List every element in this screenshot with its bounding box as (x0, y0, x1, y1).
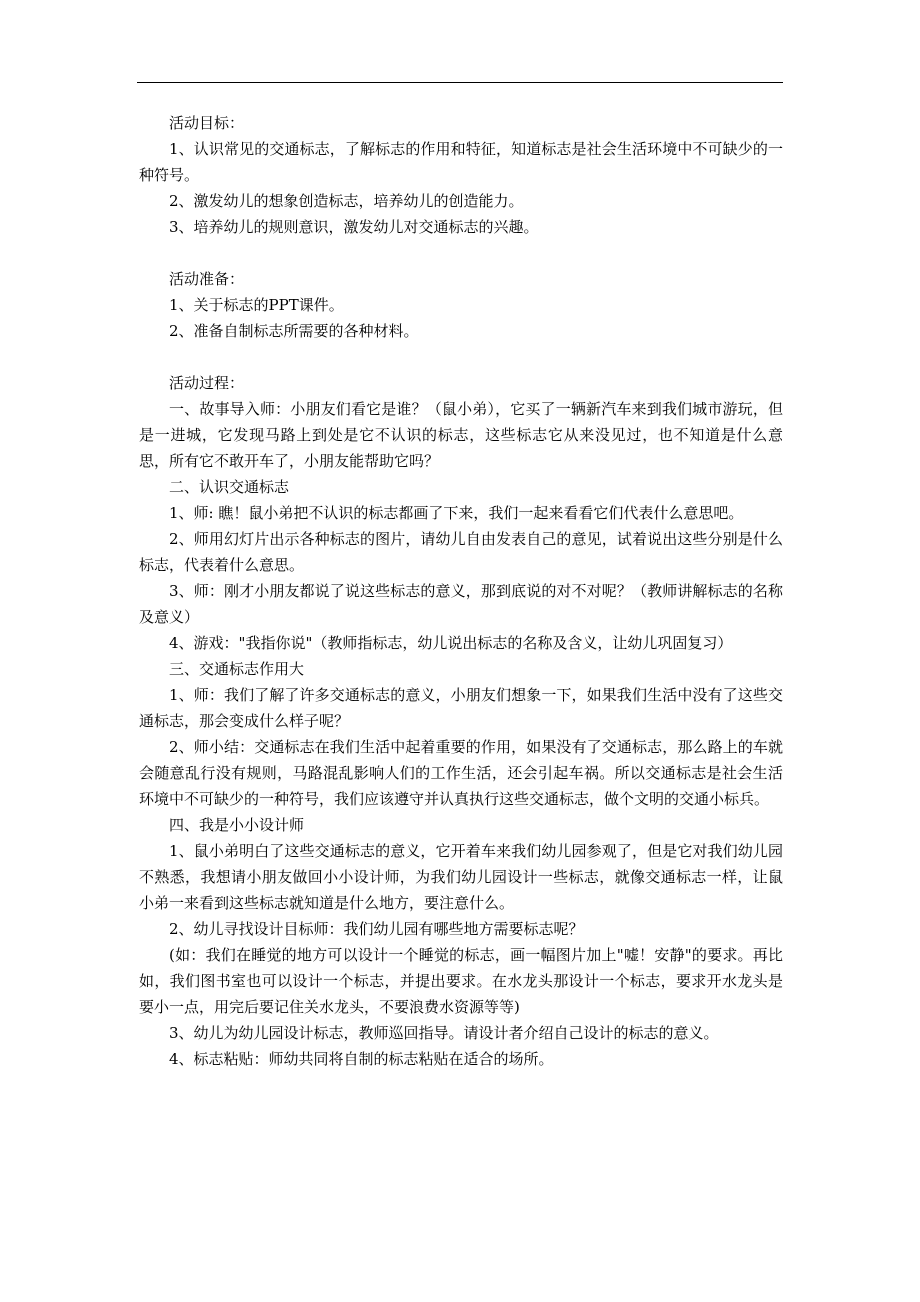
process-subheading: 三、交通标志作用大 (169, 660, 305, 678)
process-paragraph: (如：我们在睡觉的地方可以设计一个睡觉的标志，画一幅图片加上"嘘！安静"的要求。再比如，我们图书室也可以设计一个标志，并提出要求。在水龙头那设计一个标志，要求开水龙头是要小一点，用完后要记住关水龙头，不要浪费水资源等等) (139, 946, 783, 1016)
preparation-item: 2、准备自制标志所需要的各种材料。 (169, 322, 419, 340)
process-subheading: 二、认识交通标志 (169, 478, 290, 496)
section-gap (139, 240, 783, 266)
process-paragraph: 4、游戏："我指你说"（教师指标志，幼儿说出标志的名称及含义，让幼儿巩固复习） (169, 634, 733, 652)
process-paragraph: 2、师用幻灯片出示各种标志的图片，请幼儿自由发表自己的意见，试着说出这些分别是什么标志，代表着什么意思。 (139, 530, 783, 574)
process-paragraph: 1、师: 瞧！鼠小弟把不认识的标志都画了下来，我们一起来看看它们代表什么意思吧。 (169, 504, 744, 522)
process-paragraph: 1、鼠小弟明白了这些交通标志的意义，它开着车来我们幼儿园参观了，但是它对我们幼儿园不熟悉，我想请小朋友做回小小设计师，为我们幼儿园设计一些标志，就像交通标志一样，让鼠小弟一来看到这些标志就知道是什么地方，要注意什么。 (139, 842, 783, 912)
process-subheading: 四、我是小小设计师 (169, 816, 305, 834)
goals-heading: 活动目标： (169, 114, 245, 132)
section-gap (139, 344, 783, 370)
goals-item: 2、激发幼儿的想象创造标志，培养幼儿的创造能力。 (169, 192, 524, 210)
header-rule (137, 82, 783, 83)
process-paragraph: 3、师：刚才小朋友都说了说这些标志的意义，那到底说的对不对呢？（教师讲解标志的名称及意义） (139, 582, 783, 626)
preparation-item: 1、关于标志的PPT课件。 (169, 296, 344, 314)
process-paragraph: 2、师小结：交通标志在我们生活中起着重要的作用，如果没有了交通标志，那么路上的车就会随意乱行没有规则，马路混乱影响人们的工作生活，还会引起车祸。所以交通标志是社会生活环境中不可缺少的一种符号，我们应该遵守并认真执行这些交通标志，做个文明的交通小标兵。 (139, 738, 783, 808)
process-heading: 活动过程： (169, 374, 245, 392)
process-paragraph: 一、故事导入师：小朋友们看它是谁？（鼠小弟），它买了一辆新汽车来到我们城市游玩，但是一进城，它发现马路上到处是它不认识的标志，这些标志它从来没见过，也不知道是什么意思，所有它不敢开车了，小朋友能帮助它吗？ (139, 400, 783, 470)
process-paragraph: 2、幼儿寻找设计目标师：我们幼儿园有哪些地方需要标志呢？ (169, 920, 584, 938)
process-paragraph: 4、标志粘贴：师幼共同将自制的标志粘贴在适合的场所。 (169, 1050, 554, 1068)
process-paragraph: 3、幼儿为幼儿园设计标志，教师巡回指导。请设计者介绍自己设计的标志的意义。 (169, 1024, 719, 1042)
preparation-heading: 活动准备： (169, 270, 245, 288)
document-body (139, 110, 783, 1072)
goals-item: 1、认识常见的交通标志，了解标志的作用和特征，知道标志是社会生活环境中不可缺少的一种符号。 (139, 140, 783, 184)
process-paragraph: 1、师：我们了解了许多交通标志的意义，小朋友们想象一下，如果我们生活中没有了这些交通标志，那会变成什么样子呢？ (139, 686, 783, 730)
goals-item: 3、培养幼儿的规则意识，激发幼儿对交通标志的兴趣。 (169, 218, 539, 236)
